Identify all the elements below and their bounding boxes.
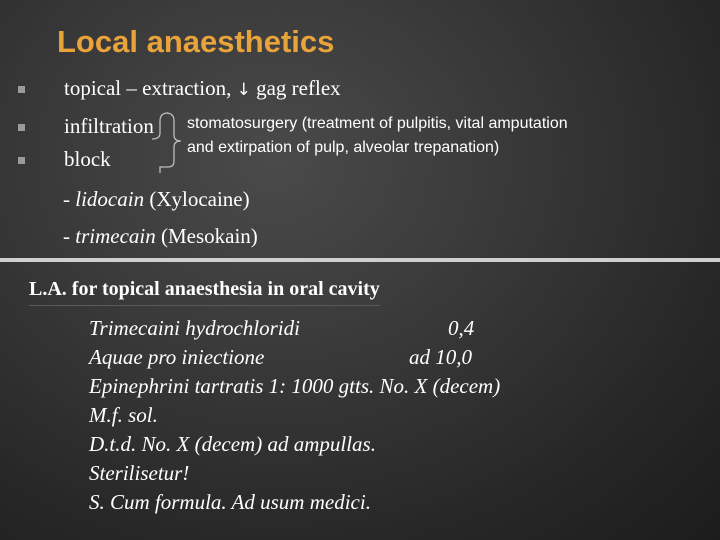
prescription-text: Epinephrini tartratis 1: 1000 gtts. No. X (decem)	[89, 374, 501, 398]
note-line-2: and extirpation of pulp, alveolar trepanation)	[187, 139, 500, 156]
prescription-line	[89, 403, 158, 428]
prescription-text: S. Cum formula. Ad usum medici.	[89, 490, 371, 514]
drug-brand: (Mesokain)	[155, 224, 258, 248]
drug-trimecain	[63, 224, 258, 249]
drug-lidocain	[63, 187, 250, 212]
drug-brand: (Xylocaine)	[144, 187, 250, 211]
down-arrow-icon: ↓	[236, 80, 251, 100]
brace-connector-icon	[150, 111, 184, 175]
note-line-1: stomatosurgery (treatment of pulpitis, vital amputation	[187, 115, 568, 132]
prescription-text: Aquae pro iniectione	[89, 345, 265, 369]
prescription-line	[89, 316, 475, 341]
section-divider	[0, 258, 720, 262]
bullet-suffix: gag reflex	[250, 76, 341, 100]
bullet-marker-icon	[18, 157, 25, 164]
prescription-line	[89, 490, 371, 515]
prescription-line	[89, 374, 500, 399]
bullet-prefix: topical – extraction,	[64, 76, 237, 100]
prescription-text: M.f. sol.	[89, 403, 158, 427]
prescription-text: Sterilisetur!	[89, 461, 190, 485]
drug-dash: -	[63, 187, 76, 211]
infiltration-note	[187, 112, 687, 160]
bullet-marker-icon	[18, 124, 25, 131]
prescription-text: D.t.d. No. X (decem) ad ampullas.	[89, 432, 376, 456]
prescription-text: Trimecaini hydrochloridi	[89, 316, 300, 340]
section-heading: L.A. for topical anaesthesia in oral cavity	[29, 278, 380, 306]
slide-title: Local anaesthetics	[57, 24, 335, 59]
prescription-line	[89, 432, 376, 457]
prescription-line	[89, 461, 189, 486]
bullet-marker-icon	[18, 86, 25, 93]
prescription-amount: ad 10,0	[409, 345, 472, 369]
bullet-text: infiltration	[64, 114, 154, 138]
prescription-line	[89, 345, 472, 370]
drug-name: trimecain	[75, 224, 156, 248]
prescription-amount: 0,4	[448, 316, 475, 340]
drug-dash: -	[63, 224, 76, 248]
drug-name: lidocain	[75, 187, 145, 211]
bullet-text: block	[64, 147, 111, 171]
bullet-text	[64, 76, 341, 101]
